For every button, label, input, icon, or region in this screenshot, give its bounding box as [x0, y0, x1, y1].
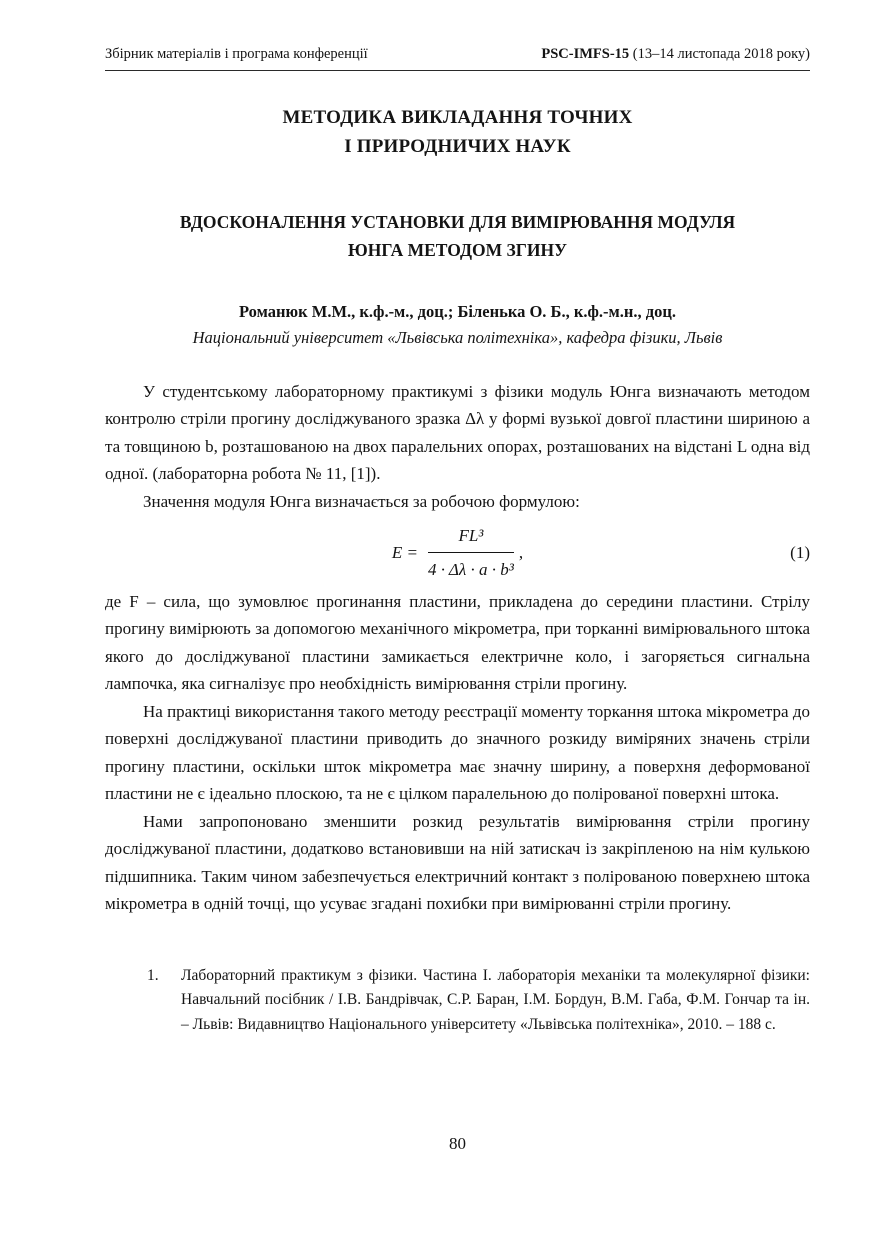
page-number: 80 — [449, 1134, 466, 1153]
equation-fraction — [428, 522, 514, 584]
reference-text: Лабораторний практикум з фізики. Частина I. лабораторія механіки та молекулярної фізики: Навчальний посібник / І.В. Бандрівчак, С.Р. Баран, І.М. Бордун, В.М. Габа, Ф.М. Гончар та ін. – Львів: Видавництво Національного університету «Львівська політехніка», 2010. – 188 с. — [181, 966, 810, 1033]
header-conference-code: PSC-IMFS-15 — [541, 46, 630, 62]
reference-item — [105, 964, 810, 1037]
page-header — [105, 46, 810, 71]
equation-number: (1) — [790, 542, 810, 562]
reference-number: 1. — [147, 966, 159, 984]
fraction-denominator: 4 · Δλ · a · b³ — [427, 560, 514, 580]
references-list — [105, 964, 810, 1037]
fraction-numerator: FL³ — [428, 522, 514, 554]
paragraph: На практиці використання такого методу реєстрації моменту торкання штока мікрометра до поверхні досліджуваної пластини приводить до значного розкиду виміряних значень стріли прогину пластини, оскільки шток мікрометра має значну ширину, а поверхня деформованої пластини не є ідеально плоскою, та не є цілком паралельною до полірованої поверхні штока. — [105, 701, 810, 804]
paragraph: У студентському лабораторному практикумі з фізики модуль Юнга визначають методом контролю стріли прогину досліджуваного зразка Δλ у формі вузької довгої пластини шириною a та товщиною b, розташованою на двох паралельних опорах, розташованих на відстані L одна від одної. (лабораторна робота № 11, [1]). — [105, 381, 810, 484]
section-title-line1: МЕТОДИКА ВИКЛАДАННЯ ТОЧНИХ — [282, 107, 633, 128]
body-blocks — [105, 378, 810, 918]
header-right-text — [541, 46, 810, 63]
section-title-line2: І ПРИРОДНИЧИХ НАУК — [344, 136, 571, 158]
paragraph: Нами запропоновано зменшити розкид результатів вимірювання стріли прогину досліджуваної пластини, додатково встановивши на ній затискач із закріпленою на нім кулькою підшипника. Таким чином забезпечується електричний контакт з полірованою поверхнею штока мікрометра в одній точці, що усуває згадані похибки при вимірюванні стріли прогину. — [105, 811, 810, 914]
paragraph: Значення модуля Юнга визначається за робочою формулою: — [143, 492, 580, 511]
equation-trailing-comma: , — [518, 542, 524, 562]
header-conference-dates: (13–14 листопада 2018 року) — [629, 46, 810, 62]
equation-row — [105, 522, 810, 584]
paragraph: де F – сила, що зумовлює прогинання пластини, прикладена до середини пластини. Стрілу прогину вимірюють за допомогою механічного мікрометра, при торканні вимірювального штока якого до досліджуваної пластини замикається електричне коло, і загоряється сигнальна лампочка, яка сигналізує про необхідність вимірювання стріли прогину. — [105, 591, 810, 694]
header-left-text: Збірник матеріалів і програма конференції — [105, 46, 368, 62]
affiliation-line: Національний університет «Львівська політехніка», кафедра фізики, Львів — [192, 327, 723, 347]
paper-title-line1: ВДОСКОНАЛЕННЯ УСТАНОВКИ ДЛЯ ВИМІРЮВАННЯ МОДУЛЯ — [179, 211, 736, 232]
paper-title — [105, 208, 810, 264]
equation-lhs: E = — [391, 542, 418, 562]
section-title — [105, 103, 810, 162]
equation — [392, 522, 523, 584]
authors-line: Романюк М.М., к.ф.-м., доц.; Біленька О. Б., к.ф.-м.н., доц. — [239, 301, 676, 321]
paper-title-line2: ЮНГА МЕТОДОМ ЗГИНУ — [348, 239, 567, 260]
